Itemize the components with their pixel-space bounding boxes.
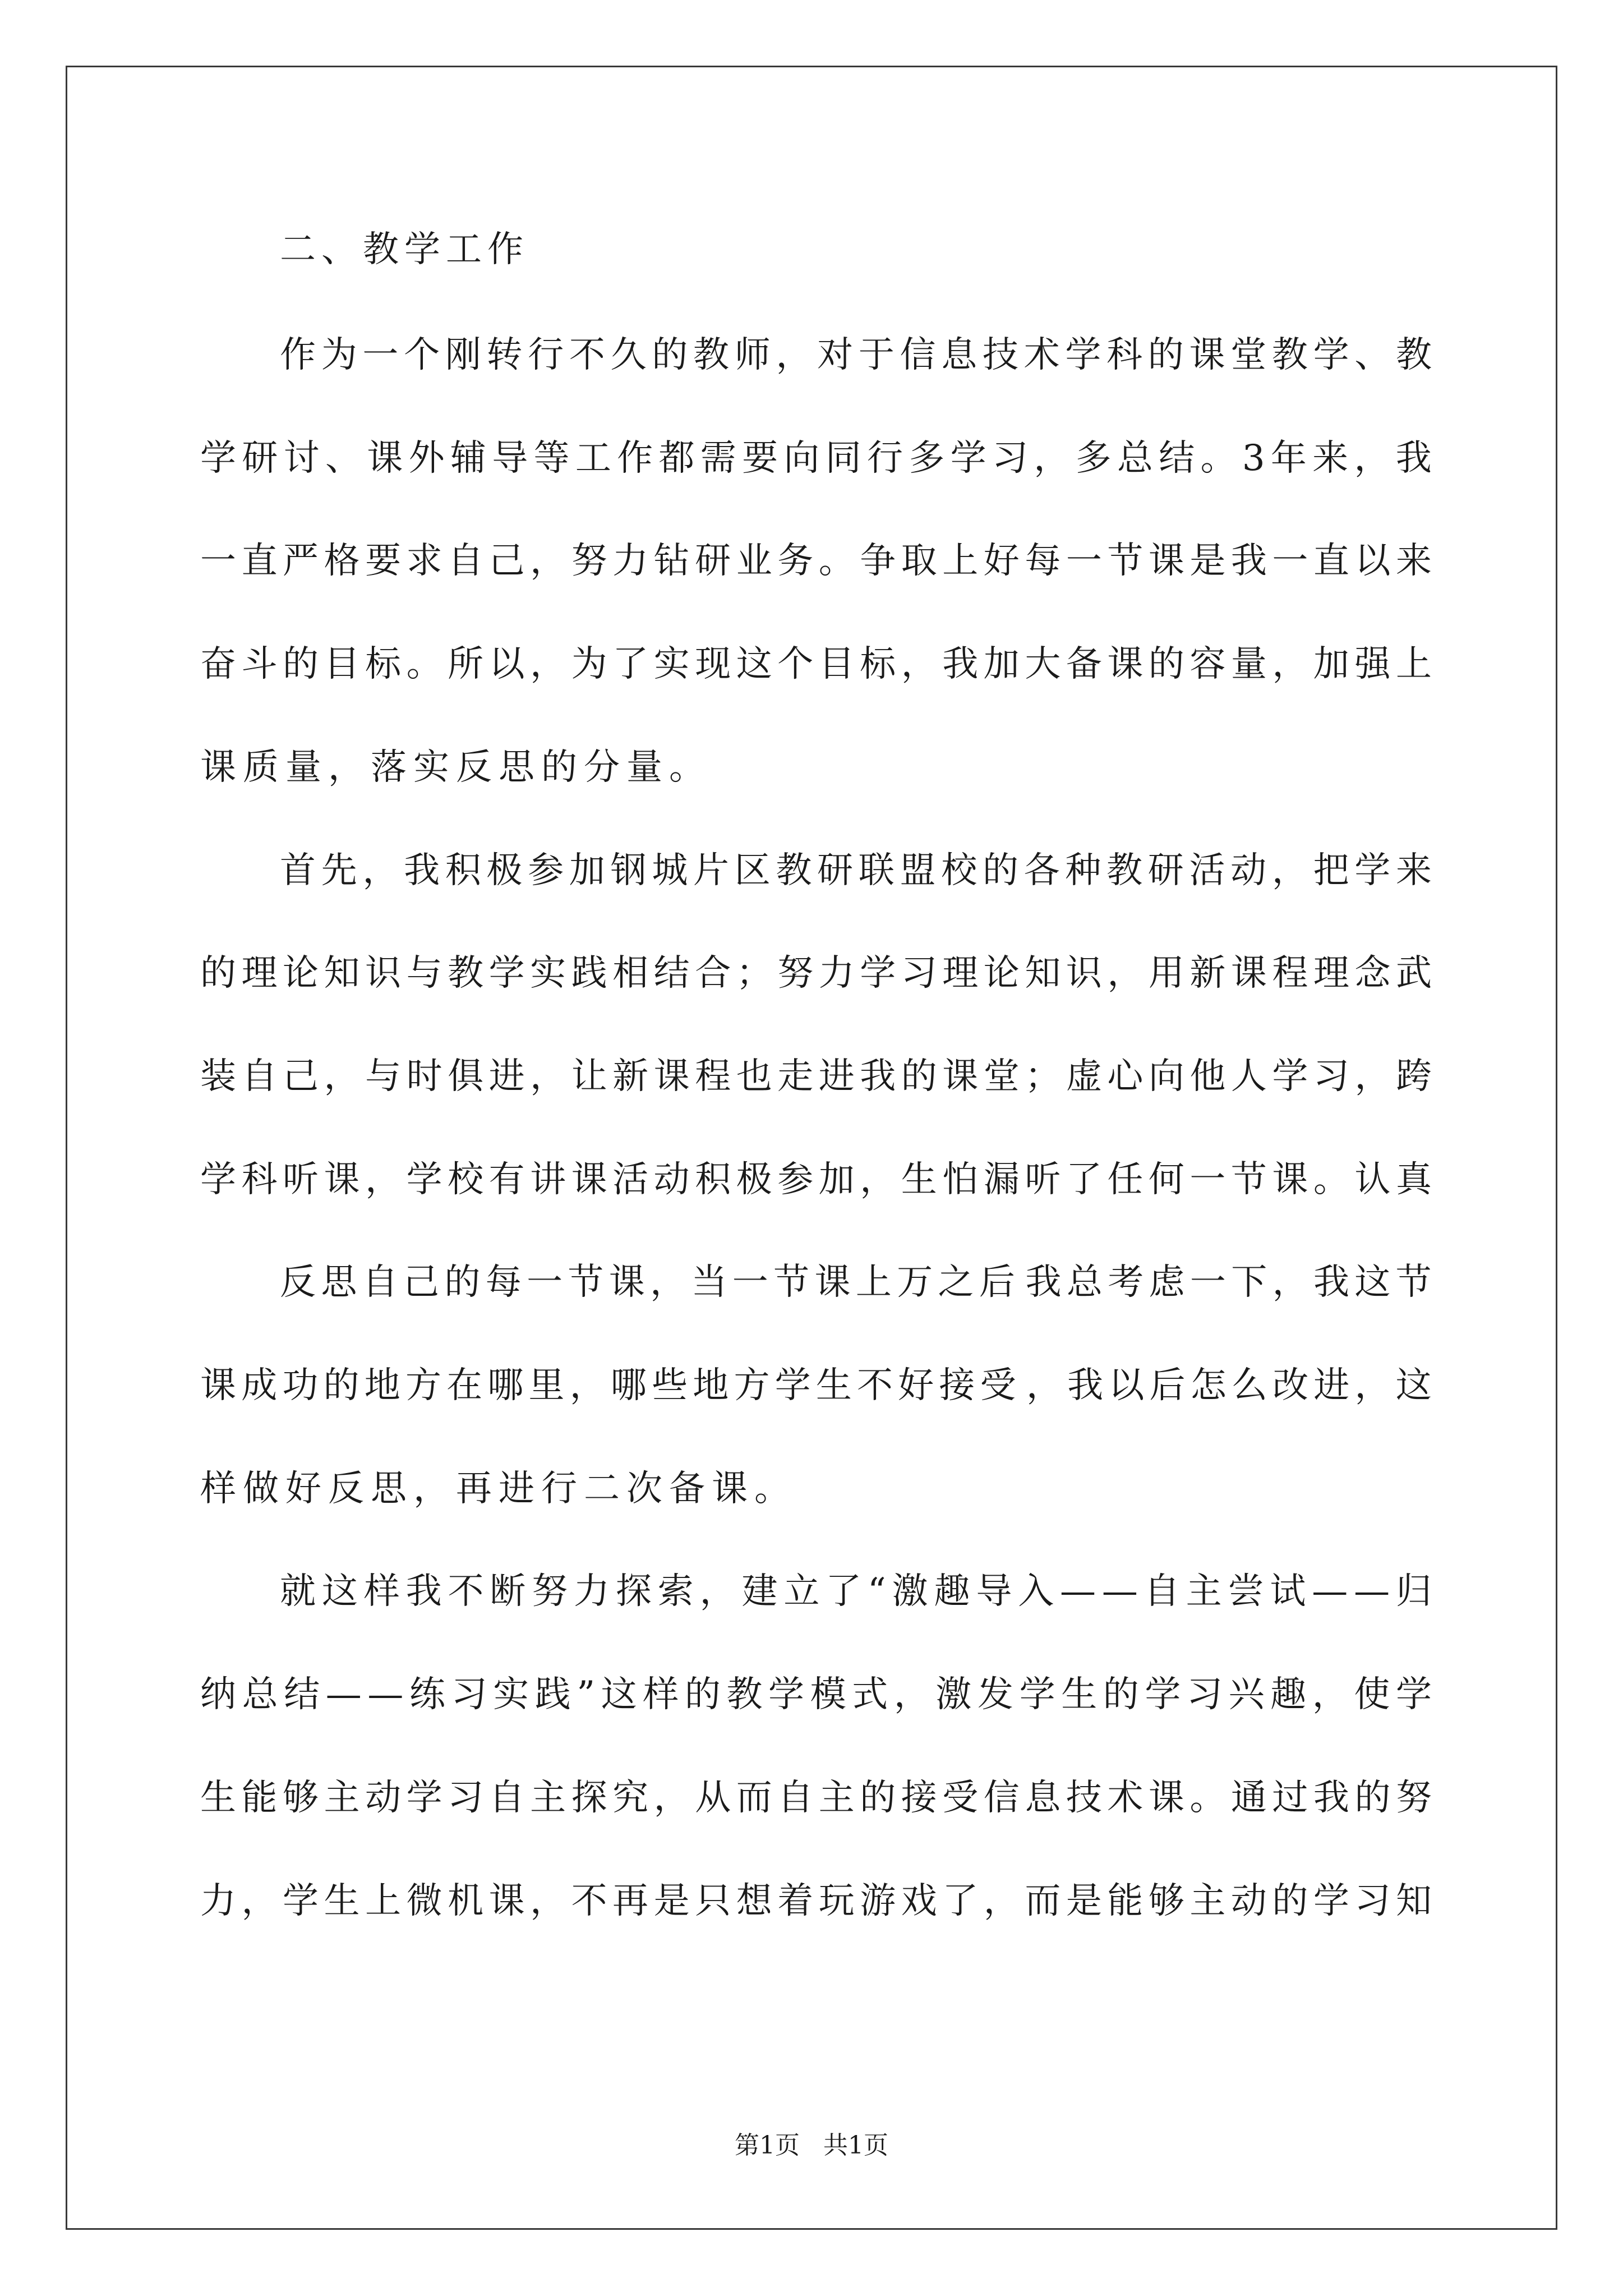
text-line: 课质量，落实反思的分量。	[200, 747, 712, 788]
text-line: 奋 斗 的 目 标 。 所 以 ， 为 了 实 现 这 个 目 标 ， 我 加 大 备 课 的 容 量 ， 加 强 上	[200, 643, 1432, 685]
text-line: 学 研 讨 、 课 外 辅 导 等 工 作 都 需 要 向 同 行 多 学 习 ， 多 总 结 。 3 年 来 ， 我	[200, 438, 1432, 479]
page-footer: 第1页 共1页	[735, 2131, 888, 2160]
text-line: 学 科 听 课 ， 学 校 有 讲 课 活 动 积 极 参 加 ， 生 怕 漏 听 了 任 何 一 节 课 。 认 真	[200, 1159, 1432, 1200]
text-line: 纳 总 结 — — 练 习 实 践 ” 这 样 的 教 学 模 式 ， 激 发 学 生 的 学 习 兴 趣 ， 使 学	[200, 1674, 1432, 1715]
text-line: 一 直 严 格 要 求 自 己 ， 努 力 钻 研 业 务 。 争 取 上 好 每 一 节 课 是 我 一 直 以 来	[200, 540, 1432, 582]
text-line: 就 这 样 我 不 断 努 力 探 索 ， 建 立 了 “ 激 趣 导 入 — — 自 主 尝 试 — — 归	[280, 1571, 1432, 1612]
text-line: 首 先 ， 我 积 极 参 加 钢 城 片 区 教 研 联 盟 校 的 各 种 教 研 活 动 ， 把 学 来	[280, 850, 1432, 891]
text-line: 样做好反思，再进行二次备课。	[200, 1468, 797, 1510]
text-line: 反 思 自 己 的 每 一 节 课 ， 当 一 节 课 上 万 之 后 我 总 考 虑 一 下 ， 我 这 节	[280, 1262, 1432, 1303]
text-line: 的 理 论 知 识 与 教 学 实 践 相 结 合 ； 努 力 学 习 理 论 知 识 ， 用 新 课 程 理 念 武	[200, 953, 1432, 994]
section-heading: 二、教学工作	[280, 229, 529, 270]
text-line: 作 为 一 个 刚 转 行 不 久 的 教 师 ， 对 于 信 息 技 术 学 科 的 课 堂 教 学 、 教	[280, 334, 1432, 376]
text-line: 装 自 己 ， 与 时 俱 进 ， 让 新 课 程 也 走 进 我 的 课 堂 ； 虚 心 向 他 人 学 习 ， 跨	[200, 1056, 1432, 1097]
text-line: 生 能 够 主 动 学 习 自 主 探 究 ， 从 而 自 主 的 接 受 信 息 技 术 课 。 通 过 我 的 努	[200, 1777, 1432, 1819]
text-line: 课 成 功 的 地 方 在 哪 里 ， 哪 些 地 方 学 生 不 好 接 受 ， 我 以 后 怎 么 改 进 ， 这	[200, 1365, 1432, 1406]
text-line: 力 ， 学 生 上 微 机 课 ， 不 再 是 只 想 着 玩 游 戏 了 ， 而 是 能 够 主 动 的 学 习 知	[200, 1880, 1432, 1922]
